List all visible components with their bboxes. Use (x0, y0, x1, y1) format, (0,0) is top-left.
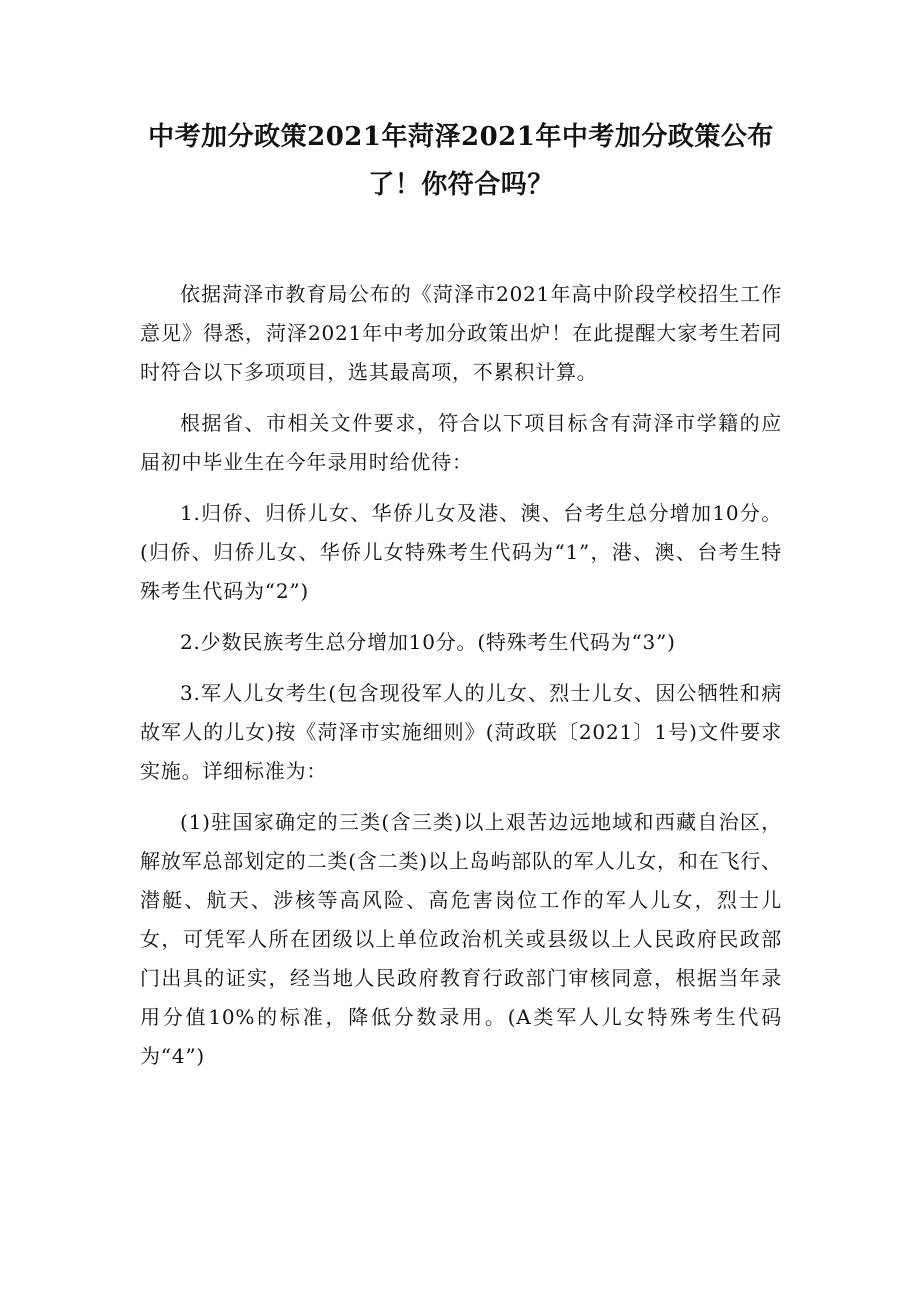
paragraph-item-3: 3.军人儿女考生(包含现役军人的儿女、烈士儿女、因公牺牲和病故军人的儿女)按《菏泽市实施细则》(菏政联〔2021〕1号)文件要求实施。详细标准为： (140, 681, 782, 783)
paragraph-item-2: 2.少数民族考生总分增加10分。(特殊考生代码为“3”) (180, 630, 676, 654)
paragraph-requirements: 根据省、市相关文件要求，符合以下项目标含有菏泽市学籍的应届初中毕业生在今年录用时给优待： (140, 411, 782, 474)
title-line-2: 了！你符合吗？ (368, 170, 554, 200)
document-title (140, 0, 782, 209)
paragraph-item-3-1: (1)驻国家确定的三类(含三类)以上艰苦边远地域和西藏自治区，解放军总部划定的二类(含二类)以上岛屿部队的军人儿女，和在飞行、潜艇、航天、涉核等高风险、高危害岗位工作的军人儿女，烈士儿女，可凭军人所在团级以上单位政治机关或县级以上人民政府民政部门出具的证实，经当地人民政府教育行政部门审核同意，根据当年录用分值10%的标准，降低分数录用。(A类军人儿女特殊考生代码为“4”) (140, 810, 782, 1068)
paragraph-intro: 依据菏泽市教育局公布的《菏泽市2021年高中阶段学校招生工作意见》得悉，菏泽2021年中考加分政策出炉！在此提醒大家考生若同时符合以下多项项目，选其最高项，不累积计算。 (140, 282, 782, 384)
paragraph-item-1: 1.归侨、归侨儿女、华侨儿女及港、澳、台考生总分增加10分。(归侨、归侨儿女、华侨儿女特殊考生代码为“1”，港、澳、台考生特殊考生代码为“2”) (140, 501, 782, 603)
title-line-1: 中考加分政策2021年菏泽2021年中考加分政策公布 (148, 122, 774, 152)
document-body (140, 275, 782, 1076)
